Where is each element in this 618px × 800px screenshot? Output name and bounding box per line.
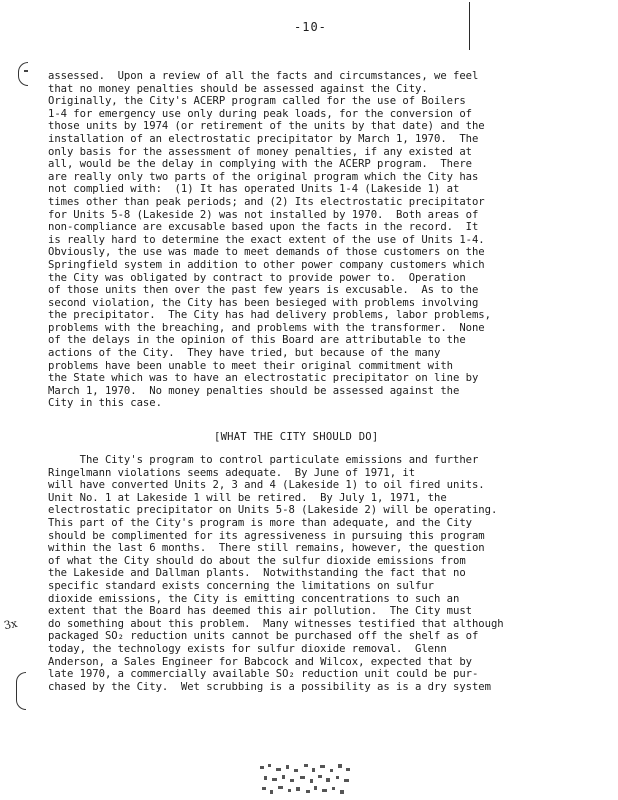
text-line: 1-4 for emergency use only during peak loads, for the conversion of [48, 107, 472, 120]
text-line: actions of the City. They have tried, but because of the many [48, 347, 441, 360]
page-number: -10- [294, 20, 327, 34]
section-heading: [WHAT THE CITY SHOULD DO] [214, 431, 379, 443]
text-line: Obviously, the use was made to meet demands of those customers on the [48, 246, 485, 259]
text-line: problems have been unable to meet their original commitment with [48, 359, 453, 372]
text-line: not complied with: (1) It has operated Units 1-4 (Lakeside 1) at [48, 183, 460, 196]
text-line: for Units 5-8 (Lakeside 2) was not installed by 1970. Both areas of [48, 208, 479, 221]
text-line: should be complimented for its agressiveness in pursuing this program [48, 529, 485, 542]
text-line: installation of an electrostatic precipitator by March 1, 1970. The [48, 132, 479, 145]
text-line: chased by the City. Wet scrubbing is a possibility as is a dry system [48, 680, 491, 693]
text-line: non-compliance are excusable based upon the facts in the record. It [48, 221, 479, 234]
text-line: dioxide emissions, the City is emitting concentrations to such an [48, 592, 460, 605]
text-line: today, the technology exists for sulfur dioxide removal. Glenn [48, 642, 447, 655]
text-line: of the delays in the opinion of this Board are attributable to the [48, 334, 466, 347]
text-line: Unit No. 1 at Lakeside 1 will be retired. By July 1, 1971, the [48, 491, 447, 504]
margin-rule [469, 2, 470, 50]
text-line: The City's program to control particulate emissions and further [48, 454, 479, 466]
text-line: extent that the Board has deemed this air pollution. The City must [48, 605, 472, 618]
text-line: Springfield system in addition to other power company customers which [48, 258, 485, 271]
text-line: only basis for the assessment of money penalties, if any existed at [48, 145, 472, 158]
text-line: packaged SO₂ reduction units cannot be purchased off the shelf as of [48, 630, 479, 643]
text-line: of what the City should do about the sulfur dioxide emissions from [48, 554, 466, 567]
text-line: This part of the City's program is more than adequate, and the City [48, 516, 472, 529]
text-line: do something about this problem. Many witnesses testified that although [48, 617, 504, 630]
text-line: that no money penalties should be assessed against the City. [48, 82, 428, 95]
text-line: are really only two parts of the original program which the City has [48, 170, 479, 183]
margin-tick-mark [24, 70, 28, 72]
text-line: all, would be the delay in complying with the ACERP program. There [48, 158, 472, 171]
text-line: late 1970, a commercially available SO₂ reduction unit could be pur- [48, 668, 479, 681]
handwritten-margin-note: 3x [2, 616, 19, 633]
text-line: times other than peak periods; and (2) Its electrostatic precipitator [48, 195, 485, 208]
text-line: assessed. Upon a review of all the facts and circumstances, we feel [48, 70, 479, 82]
text-line: those units by 1974 (or retirement of the units by that date) and the [48, 120, 485, 133]
margin-bracket-mark [16, 672, 26, 710]
text-line: March 1, 1970. No money penalties should be assessed against the [48, 384, 460, 397]
margin-bracket-mark [18, 62, 28, 86]
scan-artifact-stamp [254, 760, 364, 800]
text-line: the precipitator. The City has had delivery problems, labor problems, [48, 309, 491, 322]
text-line: second violation, the City has been besieged with problems involving [48, 296, 479, 309]
text-line: will have converted Units 2, 3 and 4 (Lakeside 1) to oil fired units. [48, 479, 485, 492]
text-line: the State which was to have an electrostatic precipitator on line by [48, 372, 479, 385]
text-line: Anderson, a Sales Engineer for Babcock and Wilcox, expected that by [48, 655, 472, 668]
text-line: electrostatic precipitator on Units 5-8 (Lakeside 2) will be operating. [48, 504, 498, 517]
text-line: within the last 6 months. There still remains, however, the question [48, 542, 485, 555]
text-line: is really hard to determine the exact extent of the use of Units 1-4. [48, 233, 485, 246]
text-line: the Lakeside and Dallman plants. Notwithstanding the fact that no [48, 567, 466, 580]
text-line: Originally, the City's ACERP program called for the use of Boilers [48, 95, 466, 108]
text-line: specific standard exists concerning the limitations on sulfur [48, 579, 435, 592]
paragraph-2 [48, 454, 608, 693]
text-line: problems with the breaching, and problems with the transformer. None [48, 321, 485, 334]
text-line: the City was obligated by contract to provide power to. Operation [48, 271, 466, 284]
text-line: of those units then over the past few years is excusable. As to the [48, 284, 479, 297]
paragraph-1 [48, 70, 608, 410]
text-line: Ringelmann violations seems adequate. By June of 1971, it [48, 466, 416, 479]
text-line: City in this case. [48, 397, 162, 410]
